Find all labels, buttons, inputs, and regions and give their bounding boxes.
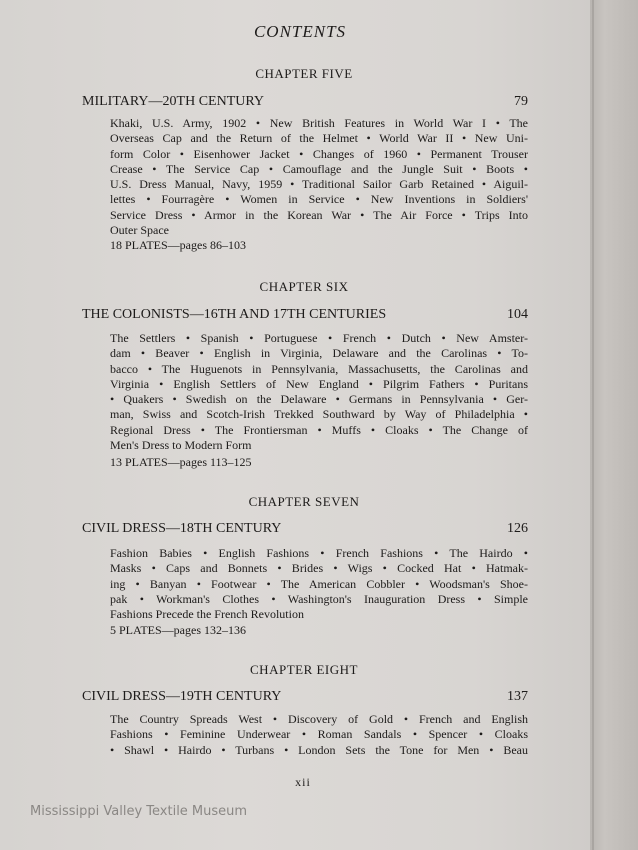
chapter-seven-title: CIVIL DRESS—18TH CENTURY xyxy=(82,521,282,536)
topic-line: • Shawl • Hairdo • Turbans • London Sets the Tone for Men • Beau xyxy=(110,742,528,757)
topic-line: Masks • Caps and Bonnets • Brides • Wigs • Cocked Hat • Hatmak- xyxy=(110,561,528,576)
topic-line: dam • Beaver • English in Virginia, Delaware and the Carolinas • To- xyxy=(110,346,528,361)
chapter-eight-page: 137 xyxy=(507,689,528,704)
chapter-eight-heading xyxy=(82,689,528,705)
chapter-six-title: THE COLONISTS—16TH AND 17TH CENTURIES xyxy=(82,307,387,322)
topic-line: Virginia • English Settlers of New England • Pilgrim Fathers • Puritans xyxy=(110,376,528,391)
contents-title: CONTENTS xyxy=(253,22,347,41)
topic-line: form Color • Eisenhower Jacket • Changes of 1960 • Permanent Trouser xyxy=(110,146,528,161)
chapter-seven-heading xyxy=(82,521,528,537)
topic-line: Overseas Cap and the Return of the Helmet • World War II • New Uni- xyxy=(110,131,528,146)
chapter-six-label: CHAPTER SIX xyxy=(259,279,349,294)
topic-line: lettes • Fourragère • Women in Service • New Inventions in Soldiers' xyxy=(110,192,528,207)
chapter-six-page: 104 xyxy=(507,307,528,322)
chapter-five-page: 79 xyxy=(514,94,528,109)
chapter-five-title: MILITARY—20TH CENTURY xyxy=(82,94,265,109)
topic-line: Men's Dress to Modern Form xyxy=(110,438,252,453)
topic-line: The Settlers • Spanish • Portuguese • French • Dutch • New Amster- xyxy=(110,331,528,345)
topic-line: The Country Spreads West • Discovery of Gold • French and English xyxy=(110,712,528,726)
chapter-six-plates: 13 PLATES—pages 113–125 xyxy=(110,455,252,469)
topic-line: pak • Workman's Clothes • Washington's Inauguration Dress • Simple xyxy=(110,591,528,606)
topic-line: bacco • The Huguenots in Pennsylvania, Massachusetts, the Carolinas and xyxy=(110,361,528,376)
topic-line: Service Dress • Armor in the Korean War • The Air Force • Trips Into xyxy=(110,207,528,222)
topic-line: U.S. Dress Manual, Navy, 1959 • Traditional Sailor Garb Retained • Aiguil- xyxy=(110,177,528,192)
chapter-five-topics xyxy=(110,116,528,238)
topic-line: Regional Dress • The Frontiersman • Muffs • Cloaks • The Change of xyxy=(110,422,528,437)
topic-line: man, Swiss and Scotch-Irish Trekked Southward by Way of Philadelphia • xyxy=(110,407,528,422)
topic-line: Fashions Precede the French Revolution xyxy=(110,607,304,622)
page-number: xii xyxy=(295,775,311,789)
watermark: Mississippi Valley Textile Museum xyxy=(30,804,248,819)
page-edge xyxy=(592,0,594,850)
topic-line: Crease • The Service Cap • Camouflage and the Jungle Suit • Boots • xyxy=(110,161,528,176)
topic-line: • Quakers • Swedish on the Delaware • Germans in Pennsylvania • Ger- xyxy=(110,392,528,407)
topic-line: Outer Space xyxy=(110,223,169,238)
topic-line: ing • Banyan • Footwear • The American Cobbler • Woodsman's Shoe- xyxy=(110,576,528,591)
chapter-six-heading xyxy=(82,307,528,323)
chapter-five-heading xyxy=(82,94,528,110)
chapter-six-topics xyxy=(110,331,528,453)
chapter-seven-plates: 5 PLATES—pages 132–136 xyxy=(110,623,246,637)
chapter-eight-title: CIVIL DRESS—19TH CENTURY xyxy=(82,689,282,704)
topic-line: Fashion Babies • English Fashions • French Fashions • The Hairdo • xyxy=(110,546,528,560)
chapter-eight-label: CHAPTER EIGHT xyxy=(250,662,358,677)
chapter-eight-topics xyxy=(110,712,528,758)
chapter-seven-topics xyxy=(110,546,528,622)
topic-line: Khaki, U.S. Army, 1902 • New British Features in World War I • The xyxy=(110,116,528,130)
chapter-seven-label: CHAPTER SEVEN xyxy=(248,494,360,509)
chapter-seven-page: 126 xyxy=(507,521,528,536)
chapter-five-plates: 18 PLATES—pages 86–103 xyxy=(110,238,246,252)
topic-line: Fashions • Feminine Underwear • Roman Sandals • Spencer • Cloaks xyxy=(110,727,528,742)
chapter-five-label: CHAPTER FIVE xyxy=(255,66,353,81)
book-spine xyxy=(590,0,638,850)
